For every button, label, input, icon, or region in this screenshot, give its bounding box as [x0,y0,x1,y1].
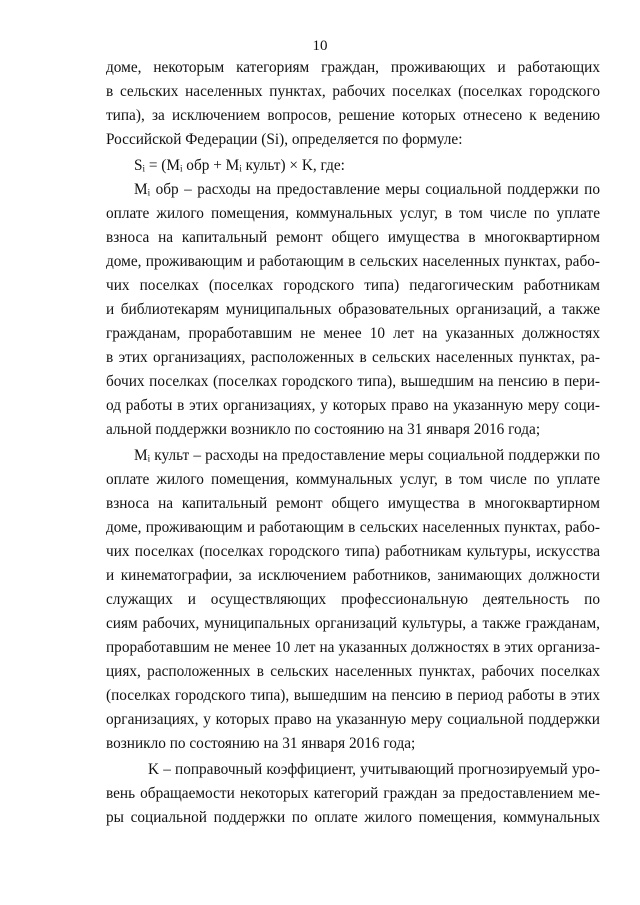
text-line: Mᵢ обр – расходы на предоставление меры социальной поддержки по [134,181,600,198]
text-line: взноса на капитальный ремонт общего имущества в многоквартирном [106,229,600,246]
text-line: оплате жилого помещения, коммунальных услуг, в том числе по уплате [106,205,600,222]
text-line: доме, проживающим и работающим в сельских населенных пунктах, рабо- [106,519,600,536]
text-line: (поселках городского типа), вышедшим на пенсию в период работы в этих [106,687,600,704]
text-line: гражданам, проработавшим не менее 10 лет на указанных должностях [106,325,600,342]
text-line: вень обращаемости некоторых категорий граждан за предоставлением ме- [106,785,600,802]
text-line: проработавшим не менее 10 лет на указанных должностях в этих организа- [106,639,600,656]
text-line: возникло по состоянию на 31 января 2016 года; [106,735,416,752]
text-line: взноса на капитальный ремонт общего имущества в многоквартирном [106,495,600,512]
text-line: типа), за исключением вопросов, решение которых отнесено к ведению [106,107,600,124]
text-line: оплате жилого помещения, коммунальных услуг, в том числе по уплате [106,471,600,488]
text-line: доме, проживающим и работающим в сельских населенных пунктах, рабо- [106,253,600,270]
text-line: в этих организациях, расположенных в сельских населенных пунктах, ра- [106,349,600,366]
page-number: 10 [312,38,328,54]
text-line: K – поправочный коэффициент, учитывающий прогнозируемый уро- [148,761,600,778]
text-line: в сельских населенных пунктах, рабочих поселках (поселках городского [106,83,600,100]
text-line: и кинематографии, за исключением работников, занимающих должности [106,567,600,584]
text-line: од работы в этих организациях, у которых право на указанную меру соци- [106,397,600,414]
text-line: бочих поселках (поселках городского типа), вышедшим на пенсию в пери- [106,373,600,390]
text-line: альной поддержки возникло по состоянию на 31 января 2016 года; [106,421,541,438]
text-line: служащих и осуществляющих профессиональную деятельность по [106,591,600,608]
text-line: доме, некоторым категориям граждан, проживающих и работающих [106,59,600,76]
text-line: сиям рабочих, муниципальных организаций культуры, а также гражданам, [106,615,600,632]
text-line: ры социальной поддержки по оплате жилого помещения, коммунальных [106,809,600,826]
text-line: циях, расположенных в сельских населенных пунктах, рабочих поселках [106,663,600,680]
text-line: Российской Федерации (Si), определяется по формуле: [106,131,463,148]
text-line: и библиотекарям муниципальных образовательных организаций, а также [106,301,600,318]
text-line: Mᵢ культ – расходы на предоставление меры социальной поддержки по [134,447,600,464]
text-line: организациях, у которых право на указанную меру социальной поддержки [106,711,600,728]
text-line: чих поселках (поселках городского типа) педагогическим работникам [106,277,600,294]
formula-line: Sᵢ = (Mᵢ обр + Mᵢ культ) × K, где: [134,157,345,174]
text-line: чих поселках (поселках городского типа) работникам культуры, искусства [106,543,600,560]
